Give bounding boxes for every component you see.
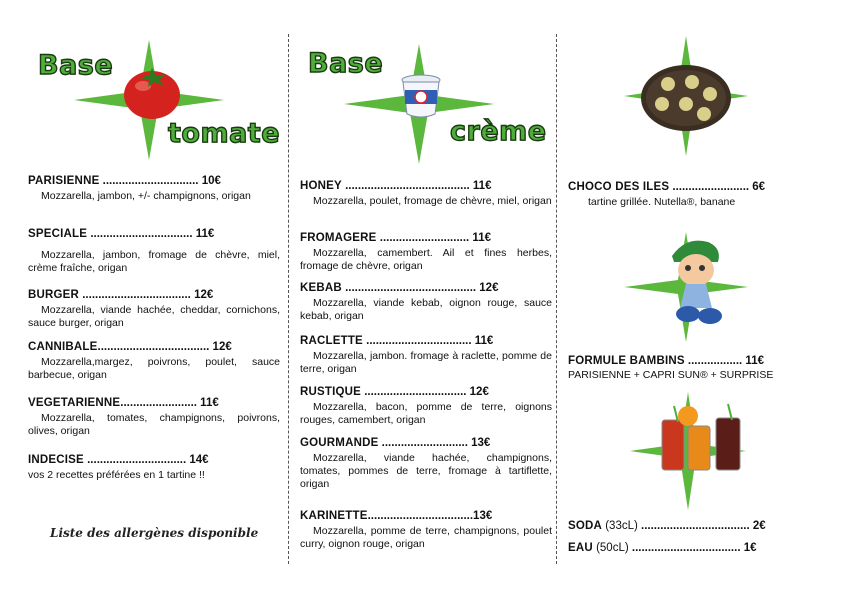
item-price: 11€ — [471, 335, 494, 347]
item-description: vos 2 recettes préférées en 1 tartine !! — [28, 469, 205, 481]
drink-price: 1€ — [740, 542, 757, 554]
item-name: GOURMANDE — [300, 437, 379, 449]
item-leader: ......................................... — [341, 282, 477, 294]
menu-item-gourmande — [300, 437, 552, 491]
allergen-note: Liste des allergènes disponible — [50, 526, 259, 540]
item-description: Mozzarella, viande hachée, champignons, tomates, pommes de terre, fromage à tartiflette, origan — [300, 452, 552, 490]
item-leader: ............................ — [376, 232, 470, 244]
item-price: 12€ — [190, 289, 214, 301]
item-price: 13€ — [467, 437, 491, 449]
column-base-tomate — [28, 0, 280, 595]
column-base-creme — [300, 0, 552, 595]
base-label: Base — [308, 48, 384, 79]
item-leader: ................................ — [87, 228, 193, 240]
drink-price: 2€ — [749, 520, 766, 532]
item-name: CANNIBALE — [28, 341, 98, 353]
item-price: 13€ — [473, 510, 493, 522]
banana-toast-icon — [640, 62, 732, 134]
item-leader: ........................... — [378, 437, 468, 449]
menu-item-choco-des-iles — [568, 181, 818, 209]
menu-item-parisienne — [28, 175, 280, 203]
menu-item-cannibale — [28, 341, 280, 382]
item-price: 11€ — [469, 232, 491, 244]
item-description: Mozzarella, viande kebab, oignon rouge, sauce kebab, origan — [300, 297, 552, 322]
item-name: CHOCO DES ÎLES — [568, 181, 670, 193]
item-price: 10€ — [198, 175, 221, 187]
item-price: 6€ — [749, 181, 766, 193]
child-mascot-icon — [664, 234, 728, 326]
item-price: 12€ — [209, 341, 232, 353]
menu-item-fromagere — [300, 232, 552, 273]
item-price: 12€ — [476, 282, 499, 294]
item-leader: ................................... — [97, 341, 210, 353]
item-name: SPÉCIALE — [28, 228, 88, 240]
menu-item-raclette — [300, 335, 552, 376]
item-leader: .................................. — [79, 289, 191, 301]
drink-name: EAU — [568, 542, 593, 554]
item-name: HONEY — [300, 180, 342, 192]
column-extras — [568, 0, 818, 595]
item-description: PARISIENNE + CAPRI SUN® + SURPRISE — [568, 369, 774, 381]
item-description: Mozzarella, bacon, pomme de terre, oignons rouges, camembert, origan — [300, 401, 552, 426]
item-leader: ............................... — [83, 454, 187, 466]
item-description: Mozzarella, viande hachée, cheddar, cornichons, sauce burger, origan — [28, 304, 280, 329]
item-price: 14€ — [186, 454, 209, 466]
drink-soda — [568, 520, 818, 533]
item-leader: ................................. — [367, 510, 474, 522]
item-name: FORMULE BAMBINS — [568, 355, 685, 367]
item-description: Mozzarella, camembert. Ail et fines herbes, fromage de chèvre, origan — [300, 247, 552, 272]
item-name: INDÉCISE — [28, 454, 84, 466]
base-type-label: tomate — [168, 118, 281, 149]
cream-pot-icon — [400, 74, 442, 120]
menu-item-rustique — [300, 386, 552, 427]
item-name: RACLETTE — [300, 335, 363, 347]
item-leader: ................. — [684, 355, 743, 367]
soft-drinks-icon — [658, 402, 748, 474]
item-name: KARINETTE — [300, 510, 368, 522]
menu-item-honey — [300, 180, 552, 208]
item-leader: .............................. — [99, 175, 199, 187]
item-price: 11€ — [742, 355, 764, 367]
item-description: Mozzarella, jambon. fromage à raclette, pomme de terre, origan — [300, 350, 552, 375]
menu-item-burger — [28, 289, 280, 330]
item-description: Mozzarella, pomme de terre, champignons, poulet curry, oignon rouge, origan — [300, 525, 552, 550]
header-base-tomate — [28, 34, 288, 164]
item-leader: ................................ — [361, 386, 467, 398]
menu-item-speciale — [28, 228, 280, 275]
item-leader: ........................ — [669, 181, 750, 193]
item-price: 11€ — [469, 180, 492, 192]
item-name: BURGER — [28, 289, 80, 301]
menu-item-kebab — [300, 282, 552, 323]
item-name: PARISIENNE — [28, 175, 100, 187]
menu-item-vegetarienne — [28, 397, 280, 438]
item-price: 11€ — [192, 228, 215, 240]
drink-eau — [568, 542, 818, 555]
tomato-icon — [122, 62, 182, 120]
menu-item-formule-bambins — [568, 355, 818, 382]
column-divider-1 — [288, 34, 289, 564]
item-leader: .................................. — [637, 520, 750, 532]
drink-size: (50cL) — [592, 542, 629, 554]
drink-size: (33cL) — [602, 520, 638, 532]
item-description: Mozzarella,margez, poivrons, poulet, sauce barbecue, origan — [28, 356, 280, 381]
base-type-label: crème — [450, 116, 547, 147]
menu-item-indecise — [28, 454, 280, 482]
item-description: tartine grillée. Nutella®, banane — [588, 196, 736, 208]
item-leader: ....................................... — [341, 180, 470, 192]
item-description: Mozzarella, tomates, champignons, poivrons, olives, origan — [28, 412, 280, 437]
item-leader: ........................ — [120, 397, 197, 409]
base-label: Base — [38, 50, 114, 81]
item-name: RUSTIQUE — [300, 386, 362, 398]
item-leader: .................................. — [628, 542, 741, 554]
header-base-creme — [300, 34, 560, 164]
item-name: FROMAGÈRE — [300, 232, 377, 244]
item-name: VEGETARIENNE — [28, 397, 121, 409]
item-price: 12€ — [466, 386, 489, 398]
item-leader: ................................. — [362, 335, 472, 347]
item-description: Mozzarella, jambon, fromage de chèvre, miel, crème fraîche, origan — [28, 249, 280, 274]
item-name: KEBAB — [300, 282, 342, 294]
item-description: Mozzarella, jambon, +/- champignons, origan — [41, 190, 251, 202]
item-price: 11€ — [196, 397, 219, 409]
item-description: Mozzarella, poulet, fromage de chèvre, miel, origan — [313, 195, 552, 207]
drink-name: SODA — [568, 520, 603, 532]
menu-item-karinette — [300, 510, 552, 551]
